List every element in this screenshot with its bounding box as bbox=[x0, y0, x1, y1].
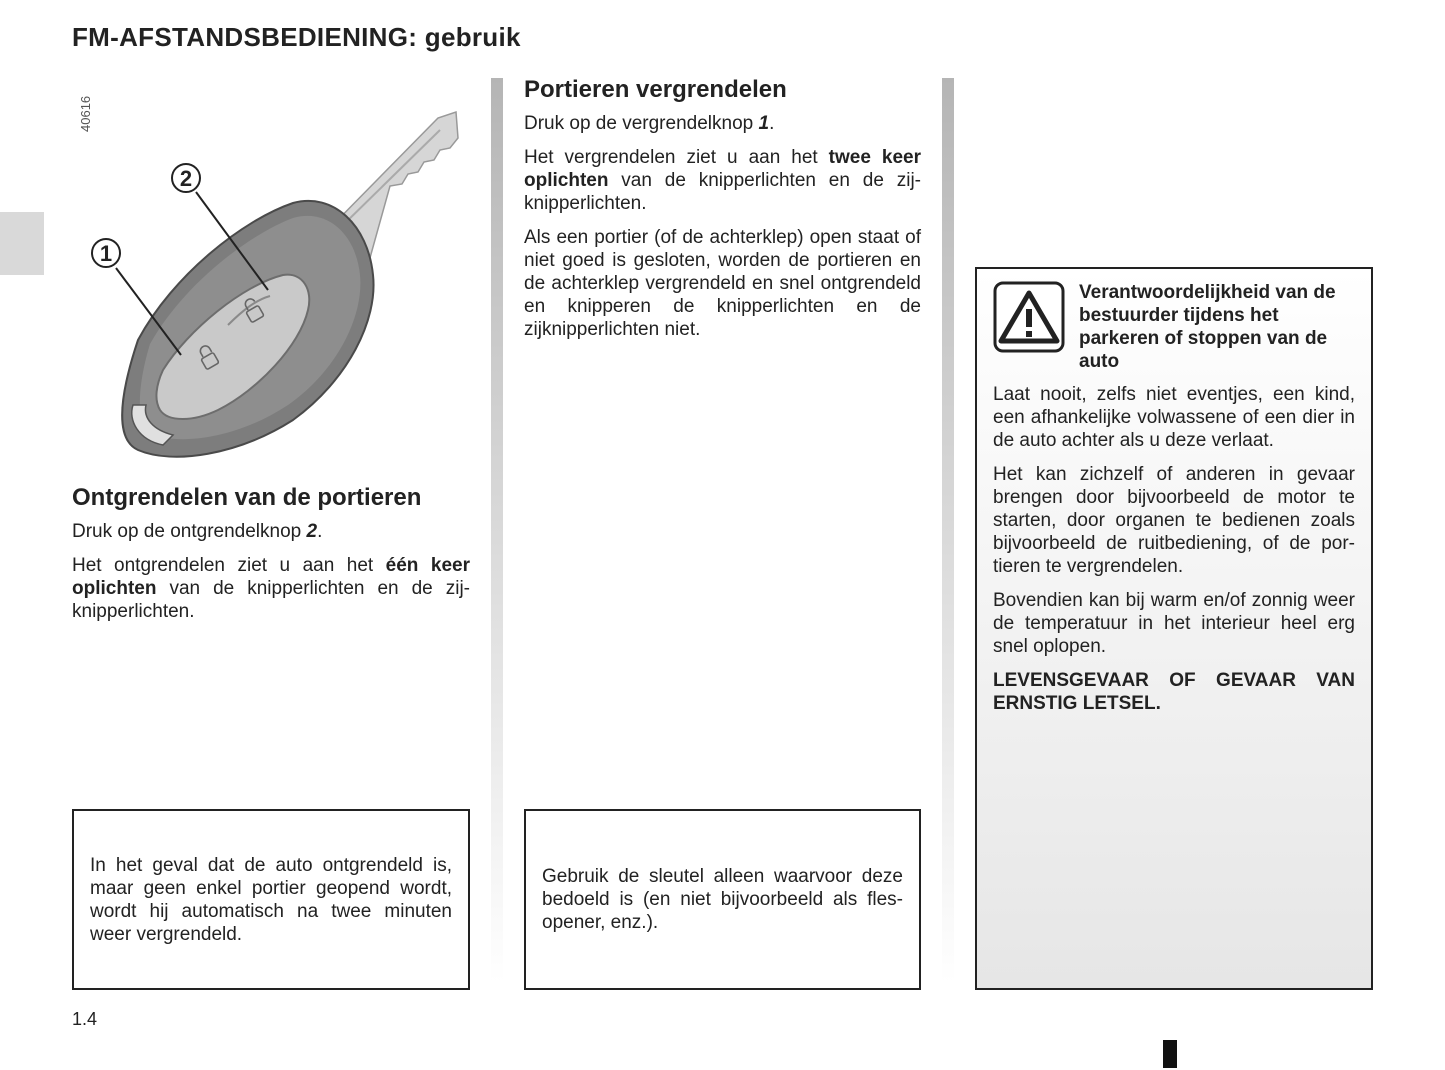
column-divider bbox=[491, 78, 503, 983]
unlock-description: Het ontgrendelen ziet u aan het één keer oplichten van de knipperlichten en de zijknipperlichten. bbox=[72, 555, 470, 622]
section-tab bbox=[0, 212, 44, 275]
unlock-instruction: Druk op de ontgrendelknop 2. bbox=[72, 521, 323, 542]
warning-icon bbox=[993, 281, 1065, 353]
page-marker bbox=[1163, 1040, 1177, 1068]
key-usage-text: Gebruik de sleutel alleen waarvoor deze bedoeld is (en niet bijvoorbeeld als flesopener, enz.). bbox=[542, 866, 903, 933]
warning-title: Verantwoordelijkheid van de bestuurder tijdens het parkeren of stoppen van de auto bbox=[1079, 282, 1336, 372]
lock-section bbox=[524, 76, 921, 352]
warning-paragraph-1: Laat nooit, zelfs niet eventjes, een kind, een afhankelijke volwassene of een dier in de auto achter als u deze verlaat. bbox=[993, 384, 1355, 451]
figure-code: 40616 bbox=[78, 95, 93, 132]
auto-relock-note bbox=[72, 809, 470, 990]
unlock-section bbox=[72, 484, 470, 634]
warning-emphasis: LEVENSGEVAAR OF GEVAAR VAN ERNSTIG LETSEL. bbox=[993, 670, 1355, 714]
page-number: 1.4 bbox=[72, 1009, 98, 1029]
callout-2-label: 2 bbox=[179, 166, 193, 191]
remote-key-illustration bbox=[78, 100, 478, 470]
key-usage-note bbox=[524, 809, 921, 990]
lock-heading: Portieren vergrendelen bbox=[524, 76, 787, 103]
warning-paragraph-3: Bovendien kan bij warm en/of zonnig weer de temperatuur in het interieur heel erg snel oplopen. bbox=[993, 590, 1355, 657]
warning-box bbox=[975, 267, 1373, 990]
warning-paragraph-2: Het kan zichzelf of anderen in gevaar brengen door bijvoorbeeld de motor te starten, door organen te bedienen zoals bijvoorbeeld de ruitbediening, of de portieren te vergrendelen. bbox=[993, 464, 1355, 577]
column-divider bbox=[942, 78, 954, 983]
lock-open-door-description: Als een portier (of de achterklep) open staat of niet goed is gesloten, worden de portieren en de achterklep vergrendeld en snel ontgrendeld en knipperen de knipperlichten en de zijknipperlichten niet. bbox=[524, 227, 921, 340]
callout-2 bbox=[172, 164, 200, 192]
lock-description: Het vergrendelen ziet u aan het twee keer oplichten van de knipperlichten en de zijknipperlichten. bbox=[524, 147, 921, 214]
lock-instruction: Druk op de vergrendelknop 1. bbox=[524, 113, 775, 134]
page-title: FM-AFSTANDSBEDIENING: gebruik bbox=[72, 22, 521, 52]
unlock-heading: Ontgrendelen van de portieren bbox=[72, 484, 422, 511]
auto-relock-text: In het geval dat de auto ontgrendeld is, maar geen enkel portier geopend wordt, wordt hij automatisch na twee minuten weer vergrendeld. bbox=[90, 854, 452, 945]
callout-1-label: 1 bbox=[99, 241, 113, 266]
callout-1 bbox=[92, 239, 120, 267]
